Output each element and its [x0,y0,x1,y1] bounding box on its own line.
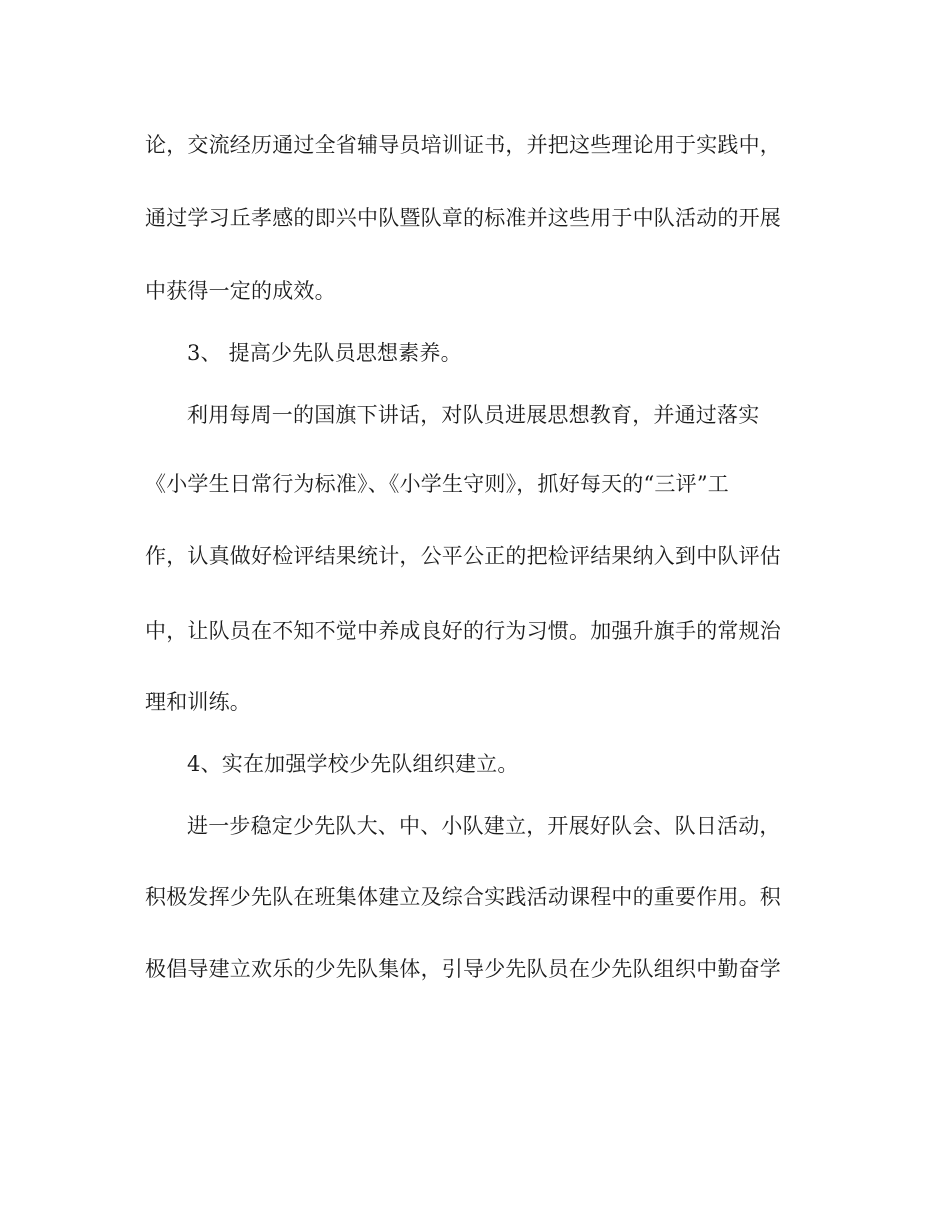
paragraph-line: 作，认真做好检评结果统计，公平公正的把检评结果纳入到中队评估 [145,544,781,568]
section-heading-4: 4、实在加强学校少先队组织建立。 [187,752,519,776]
section-heading-3: 3、 提高少先队员思想素养。 [187,341,462,365]
paragraph-line: 通过学习丘孝感的即兴中队暨队章的标准并这些用于中队活动的开展 [145,206,781,230]
paragraph-line: 积极发挥少先队在班集体建立及综合实践活动课程中的重要作用。积 [145,885,781,909]
paragraph-line: 中，让队员在不知不觉中养成良好的行为习惯。加强升旗手的常规治 [145,619,781,643]
paragraph-line: 进一步稳定少先队大、中、小队建立，开展好队会、队日活动， [187,814,781,838]
paragraph-line: 中获得一定的成效。 [145,279,336,303]
paragraph-line: 论，交流经历通过全省辅导员培训证书，并把这些理论用于实践中， [145,133,781,157]
paragraph-line: 《小学生日常行为标准》、《小学生守则》，抓好每天的“三评”工 [145,472,729,496]
paragraph-line: 理和训练。 [145,690,251,714]
paragraph-line: 极倡导建立欢乐的少先队集体，引导少先队员在少先队组织中勤奋学 [145,957,781,981]
paragraph-line: 利用每周一的国旗下讲话，对队员进展思想教育，并通过落实 [187,403,760,427]
